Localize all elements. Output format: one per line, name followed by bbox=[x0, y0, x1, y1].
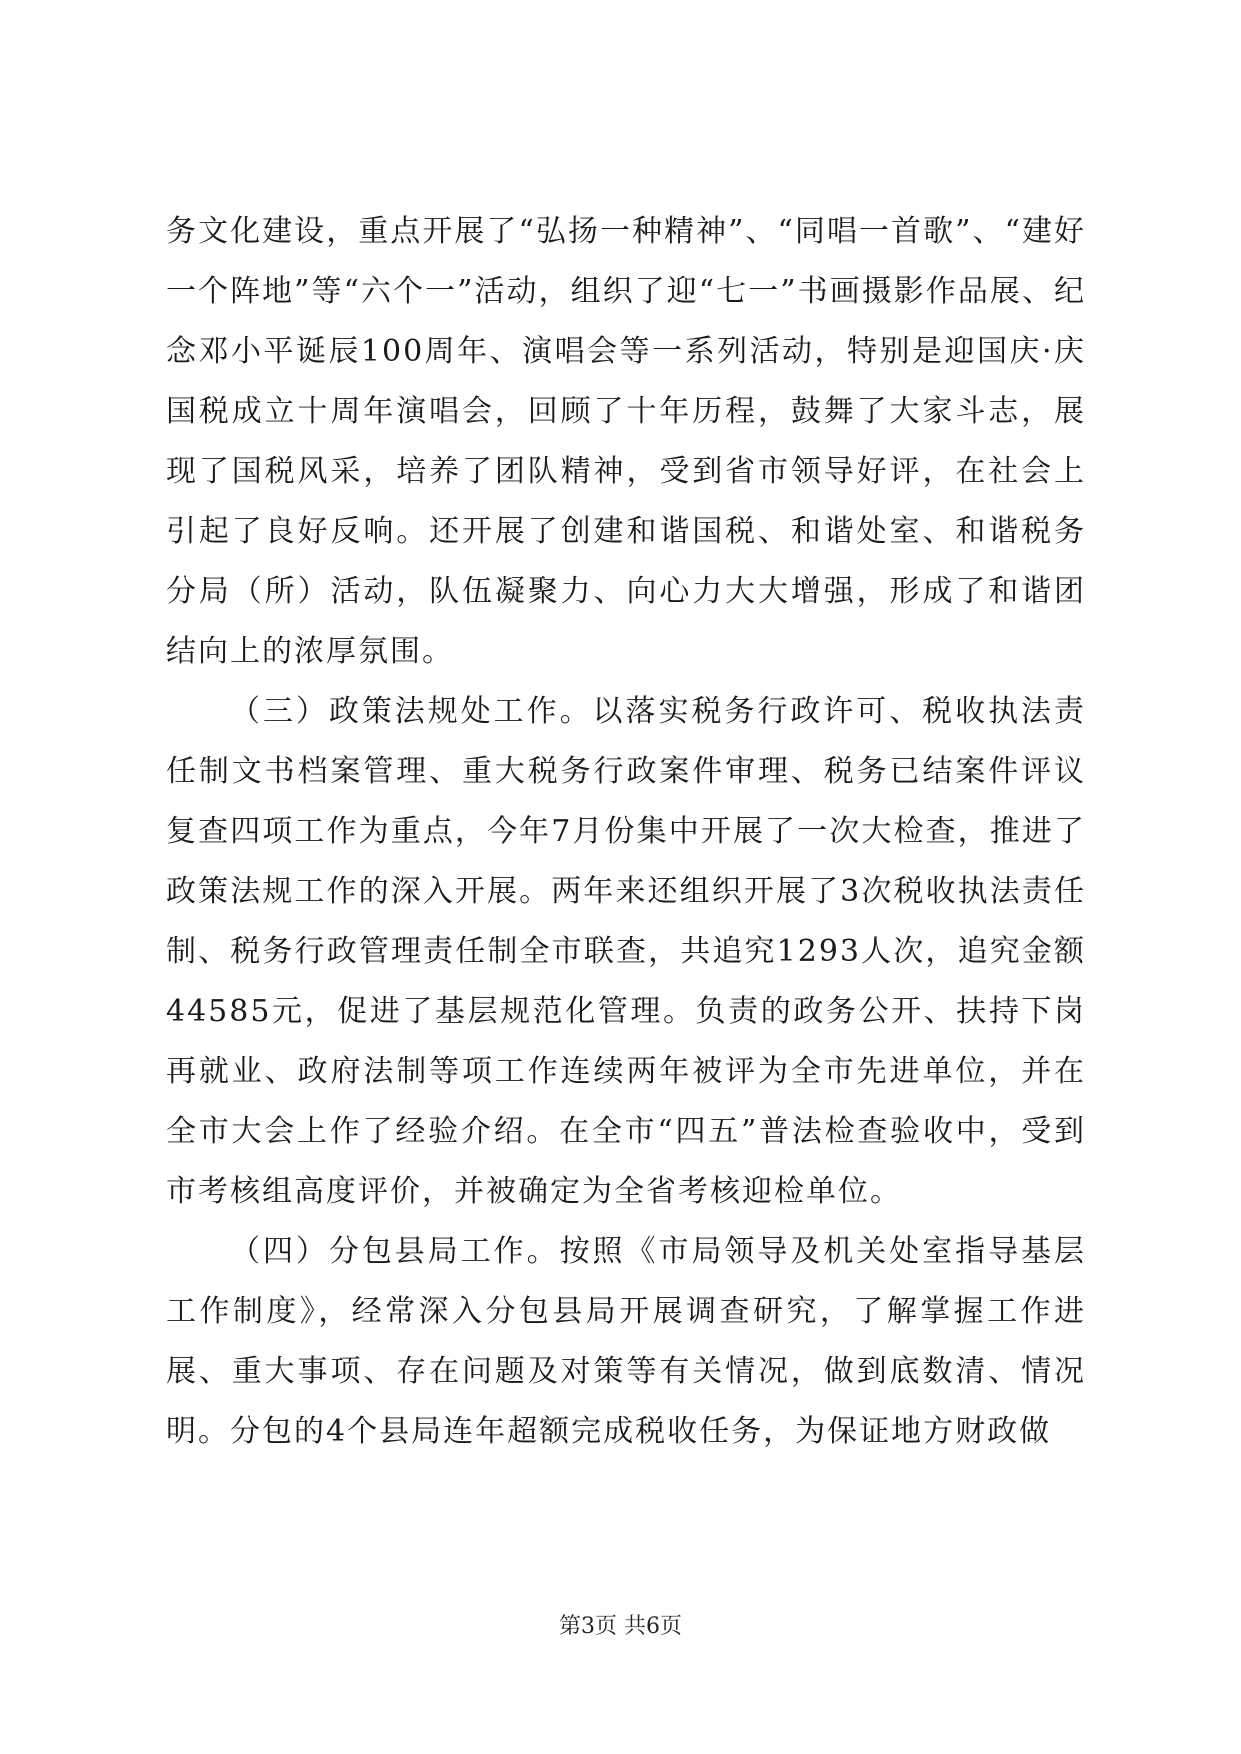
paragraph-culture: 务文化建设，重点开展了“弘扬一种精神”、“同唱一首歌”、“建好一个阵地”等“六个一”活动，组织了迎“七一”书画摄影作品展、纪念邓小平诞辰100周年、演唱会等一系列活动，特别是迎国庆·庆国税成立十周年演唱会，回顾了十年历程，鼓舞了大家斗志，展现了国税风采，培养了团队精神，受到省市领导好评，在社会上引起了良好反响。还开展了创建和谐国税、和谐处室、和谐税务分局（所）活动，队伍凝聚力、向心力大大增强，形成了和谐团结向上的浓厚氛围。 bbox=[166, 214, 1086, 669]
document-body bbox=[166, 202, 1086, 1462]
paragraph-policy-regulation: （三）政策法规处工作。以落实税务行政许可、税收执法责任制文书档案管理、重大税务行政案件审理、税务已结案件评议复查四项工作为重点，今年7月份集中开展了一次大检查，推进了政策法规工作的深入开展。两年来还组织开展了3次税收执法责任制、税务行政管理责任制全市联查，共追究1293人次，追究金额44585元，促进了基层规范化管理。负责的政务公开、扶持下岗再就业、政府法制等项工作连续两年被评为全市先进单位，并在全市大会上作了经验介绍。在全市“四五”普法检查验收中，受到市考核组高度评价，并被确定为全省考核迎检单位。 bbox=[166, 694, 1086, 1209]
paragraph-county-bureau: （四）分包县局工作。按照《市局领导及机关处室指导基层工作制度》，经常深入分包县局开展调查研究，了解掌握工作进展、重大事项、存在问题及对策等有关情况，做到底数清、情况明。分包的4个县局连年超额完成税收任务，为保证地方财政做 bbox=[166, 1234, 1086, 1449]
page-number-footer: 第3页 共6页 bbox=[559, 1614, 682, 1639]
